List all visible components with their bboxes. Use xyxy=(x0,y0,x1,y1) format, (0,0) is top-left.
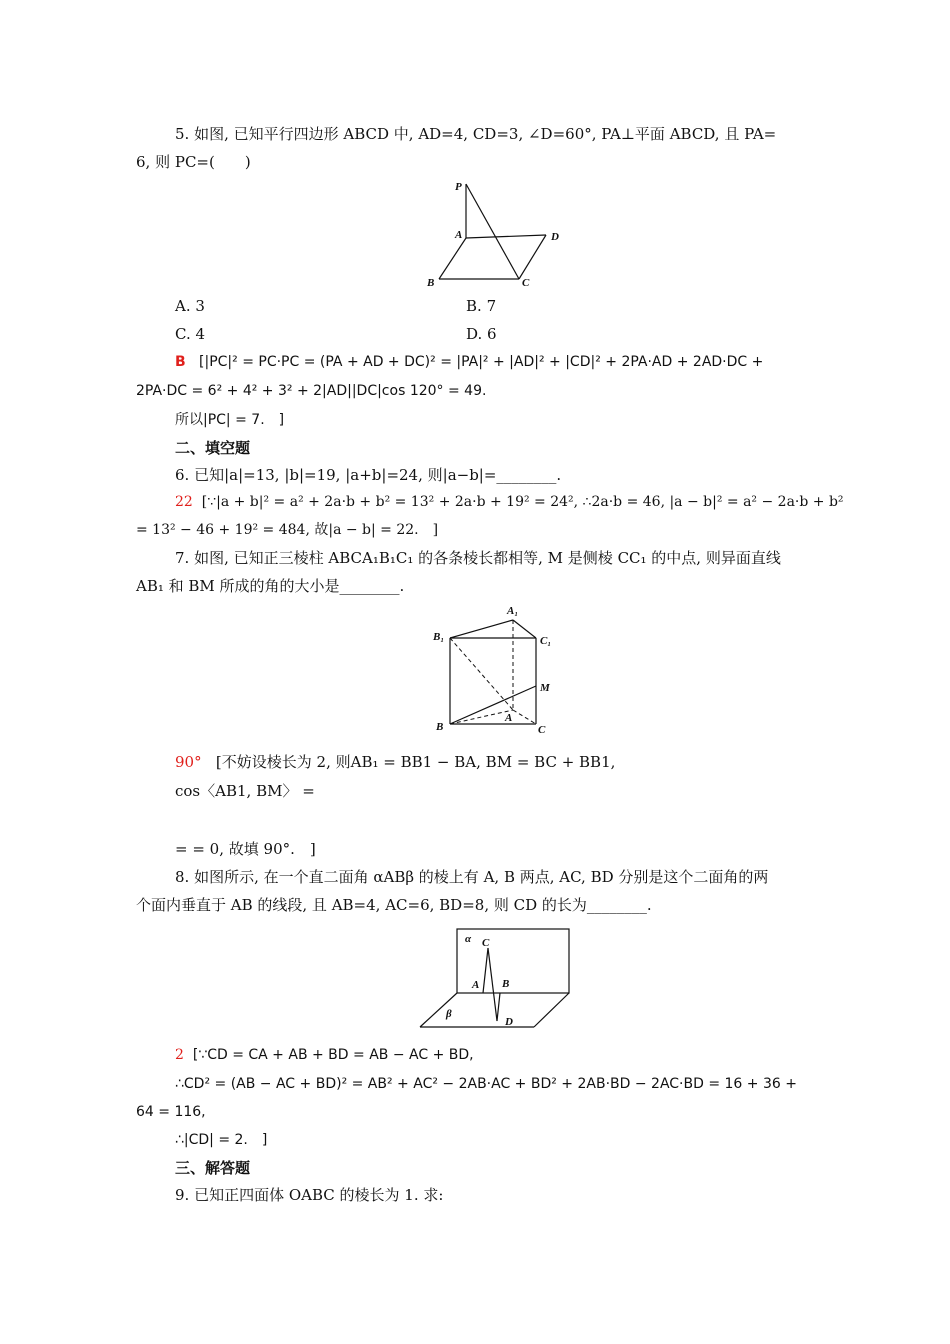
q8-stem-line1: 8. 如图所示, 在一个直二面角 αABβ 的棱上有 A, B 两点, AC, BD 分别是这个二面角的两 xyxy=(175,868,769,886)
q5-answer: B xyxy=(175,354,186,370)
q5-solution-line3: 所以|PC| = 7. ] xyxy=(175,412,285,428)
label-D: D xyxy=(505,1016,513,1028)
q7-solution-line3: = = 0, 故填 90°. ] xyxy=(175,840,316,858)
label-C: C xyxy=(482,937,490,949)
q5-option-a: A. 3 xyxy=(175,297,205,315)
label-alpha: α xyxy=(465,933,472,945)
q5-stem-line2: 6, 则 PC=( ) xyxy=(136,153,251,171)
q6-answer: 22 xyxy=(175,494,193,510)
label-C1: C₁ xyxy=(540,635,552,647)
label-A: A xyxy=(505,712,513,724)
q7-answer: 90° xyxy=(175,753,202,771)
q7-solution-line2: cos〈AB1, BM〉 = xyxy=(175,782,315,800)
q8-solution-line1: 2 [∵CD = CA + AB + BD = AB − AC + BD, xyxy=(175,1047,474,1063)
section-heading-answer: 三、解答题 xyxy=(175,1159,251,1177)
label-B: B xyxy=(502,978,510,990)
label-M: M xyxy=(540,682,550,694)
q7-figure xyxy=(425,600,565,740)
label-D: D xyxy=(551,231,559,243)
q5-option-b: B. 7 xyxy=(466,297,497,315)
q7-stem-line1: 7. 如图, 已知正三棱柱 ABCA₁B₁C₁ 的各条棱长都相等, M 是侧棱 CC₁ 的中点, 则异面直线 xyxy=(175,549,781,567)
q7-stem-line2: AB₁ 和 BM 所成的角的大小是________. xyxy=(136,577,405,595)
label-P: P xyxy=(455,181,462,193)
label-C: C xyxy=(522,277,530,289)
label-A: A xyxy=(455,229,463,241)
q8-solution-line2: ∴CD² = (AB − AC + BD)² = AB² + AC² − 2AB·AC + BD² + 2AB·BD − 2AC·BD = 16 + 36 + xyxy=(175,1076,797,1092)
q8-stem-line2: 个面内垂直于 AB 的线段, 且 AB=4, AC=6, BD=8, 则 CD 的长为________. xyxy=(136,896,652,914)
label-B: B xyxy=(436,721,444,733)
label-A1: A₁ xyxy=(507,605,519,617)
q8-solution-line4: ∴|CD| = 2. ] xyxy=(175,1132,268,1148)
q5-option-d: D. 6 xyxy=(466,325,497,343)
label-beta: β xyxy=(446,1008,452,1020)
q8-solution-line3: 64 = 116, xyxy=(136,1104,206,1120)
label-B: B xyxy=(427,277,435,289)
q5-figure xyxy=(418,176,568,292)
q8-figure xyxy=(415,924,575,1034)
label-A: A xyxy=(472,979,480,991)
q5-solution-line1: B [|PC|² = PC·PC = (PA + AD + DC)² = |PA|² + |AD|² + |CD|² + 2PA·AD + 2AD·DC + xyxy=(175,354,764,370)
q7-solution-line1: 90° [不妨设棱长为 2, 则AB₁ = BB1 − BA, BM = BC + BB1, xyxy=(175,753,616,771)
q5-solution-line2: 2PA·DC = 6² + 4² + 3² + 2|AD||DC|cos 120° = 49. xyxy=(136,383,487,399)
label-C: C xyxy=(538,724,546,736)
q9-stem: 9. 已知正四面体 OABC 的棱长为 1. 求: xyxy=(175,1186,444,1204)
q6-solution-line2: = 13² − 46 + 19² = 484, 故|a − b| = 22. ] xyxy=(136,522,439,538)
q5-option-c: C. 4 xyxy=(175,325,206,343)
q6-solution-line1: 22 [∵|a + b|² = a² + 2a·b + b² = 13² + 2a·b + 19² = 24², ∴2a·b = 46, |a − b|² = a² − 2a·b + b² xyxy=(175,494,844,510)
q8-answer: 2 xyxy=(175,1047,184,1063)
q5-stem-line1: 5. 如图, 已知平行四边形 ABCD 中, AD=4, CD=3, ∠D=60°, PA⊥平面 ABCD, 且 PA= xyxy=(175,125,777,143)
label-B1: B₁ xyxy=(433,631,445,643)
q6-stem: 6. 已知|a|=13, |b|=19, |a+b|=24, 则|a−b|=________. xyxy=(175,466,562,484)
section-heading-fill-in: 二、填空题 xyxy=(175,439,251,457)
